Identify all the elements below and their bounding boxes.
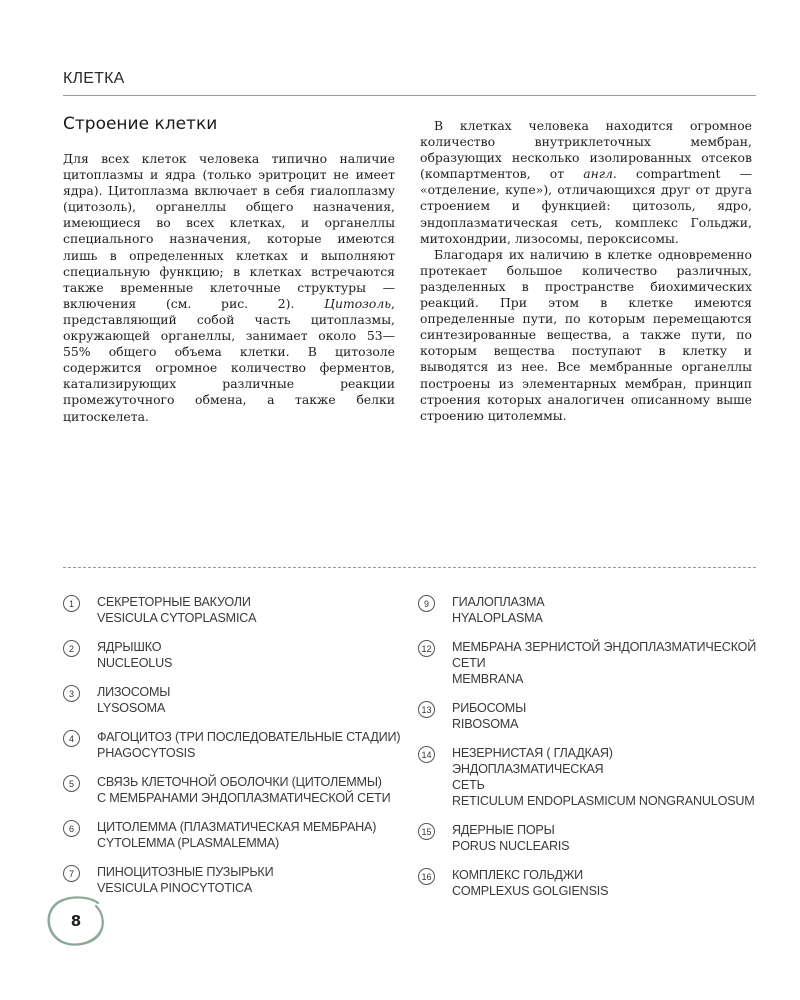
legend-number-circle: 12 (418, 640, 435, 657)
legend-text (452, 594, 544, 626)
legend-line: PHAGOCYTOSIS (97, 746, 196, 760)
right-paragraph-2: Благодаря их наличию в клетке одновременно протекает большое количество различных, разделенных в пространстве биохимических реакций. При этом в клетке имеются определенные пути, по которым перемещаются синтезированные вещества, а также пути, по которым вещества поступают в клетку и выводятся из нее. Все мембранные органеллы построены из элементарных мембран, принцип строения которых аналогичен описанному выше строению цитолеммы. (420, 246, 752, 423)
legend-text (452, 822, 569, 854)
legend-line: PORUS NUCLEARIS (452, 839, 570, 853)
abbr-angl: англ. (583, 166, 617, 182)
legend-line: НЕЗЕРНИСТАЯ ( ГЛАДКАЯ) ЭНДОПЛАЗМАТИЧЕСКАЯ (452, 746, 613, 776)
legend-number-circle: 5 (63, 775, 80, 792)
legend-number-circle: 1 (63, 595, 80, 612)
legend-number-circle: 6 (63, 820, 80, 837)
legend-line: ЦИТОЛЕММА (ПЛАЗМАТИЧЕСКАЯ МЕМБРАНА) (97, 820, 377, 834)
legend-text (97, 864, 273, 896)
legend-line: СЕКРЕТОРНЫЕ ВАКУОЛИ (97, 595, 251, 609)
legend-line: ЯДРЫШКО (97, 640, 162, 654)
legend-number-circle: 14 (418, 746, 435, 763)
legend-number-circle: 16 (418, 868, 435, 885)
legend-item (418, 867, 758, 899)
legend-item (63, 864, 403, 896)
term-cytosol: Цитозоль (324, 295, 392, 311)
legend-line: ГИАЛОПЛАЗМА (452, 595, 545, 609)
legend-item (63, 774, 403, 806)
legend-line: ЯДЕРНЫЕ ПОРЫ (452, 823, 555, 837)
legend-line: CYTOLEMMA (PLASMALEMMA) (97, 836, 280, 850)
legend-line: МЕМБРАНА ЗЕРНИСТОЙ ЭНДОПЛАЗМАТИЧЕСКОЙ СЕТИ (452, 640, 757, 670)
section-title: Строение клетки (63, 114, 218, 134)
right-paragraph-1-text-b: compartment — «отделение, купе»), отличающихся друг от друга строением и функцией: цитозоль, ядро, эндоплазматическая сеть, комплекс Гольджи, митохондрии, лизосомы, пероксисомы. (420, 166, 752, 246)
legend-item (63, 819, 403, 851)
legend-item (418, 745, 758, 809)
legend-text (452, 639, 758, 687)
right-paragraph-1-text-a: В клетках человека находится огромное количество внутриклеточных мембран, образующих несколько изолированных отсеков (компартментов, от (420, 118, 752, 182)
legend-text (97, 684, 170, 716)
legend-text (97, 639, 172, 671)
left-paragraph (63, 151, 395, 425)
legend-item (418, 700, 758, 732)
legend-item (63, 729, 403, 761)
legend-line: RIBOSOMA (452, 717, 519, 731)
right-text-column (420, 118, 752, 424)
page-number-badge (44, 893, 108, 949)
left-paragraph-rest: , представляющий собой часть цитоплазмы, окружающей органеллы, занимает около 53—55% общего объема клетки. В цитозоле содержится огромное количество ферментов, катализирующих различные реакции промежуточного обмена, а также белки цитоскелета. (63, 295, 395, 424)
legend-text (97, 819, 376, 851)
left-text-column (63, 151, 395, 425)
legend-text (97, 594, 256, 626)
legend-item (63, 684, 403, 716)
legend-number-circle: 2 (63, 640, 80, 657)
legend-line: LYSOSOMA (97, 701, 166, 715)
legend-item (63, 639, 403, 671)
legend-number-circle: 13 (418, 701, 435, 718)
legend-line: NUCLEOLUS (97, 656, 173, 670)
legend-line: MEMBRANA (452, 672, 524, 686)
running-header (63, 68, 756, 96)
legend-line: RETICULUM ENDOPLASMICUM NONGRANULOSUM (452, 794, 755, 808)
legend-line: СВЯЗЬ КЛЕТОЧНОЙ ОБОЛОЧКИ (ЦИТОЛЕММЫ) (97, 775, 382, 789)
legend-left-column (63, 594, 403, 909)
left-paragraph-text: Для всех клеток человека типично наличие цитоплазмы и ядра (только эритроцит не имеет ядра). Цитоплазма включает в себя гиалоплазму (цитозоль), органеллы общего назначения, имеющиеся во всех клетках, и органеллы специального назначения, которые имеются лишь в определенных клетках и выполняют специальную функцию; в клетках встречаются также временные клеточные структуры — включения (см. рис. 2). (63, 151, 395, 311)
chapter-title: КЛЕТКА (63, 70, 125, 87)
legend-line: КОМПЛЕКС ГОЛЬДЖИ (452, 868, 584, 882)
legend-item (63, 594, 403, 626)
legend-line: РИБОСОМЫ (452, 701, 527, 715)
legend-item (418, 822, 758, 854)
dashed-divider (63, 567, 756, 568)
legend-line: ЛИЗОСОМЫ (97, 685, 171, 699)
legend-number-circle: 9 (418, 595, 435, 612)
page-number: 8 (70, 912, 82, 930)
legend-right-column (418, 594, 758, 912)
legend-line: COMPLEXUS GOLGIENSIS (452, 884, 609, 898)
legend-line: ПИНОЦИТОЗНЫЕ ПУЗЫРЬКИ (97, 865, 274, 879)
legend-item (418, 639, 758, 687)
legend-text (97, 774, 391, 806)
legend-number-circle: 15 (418, 823, 435, 840)
legend-number-circle: 3 (63, 685, 80, 702)
legend-line: HYALOPLASMA (452, 611, 543, 625)
right-paragraph-1 (420, 118, 752, 247)
legend-text (452, 700, 526, 732)
legend-text (452, 867, 608, 899)
legend-item (418, 594, 758, 626)
legend-line: VESICULA PINOCYTOTICA (97, 881, 253, 895)
legend-line: ФАГОЦИТОЗ (ТРИ ПОСЛЕДОВАТЕЛЬНЫЕ СТАДИИ) (97, 730, 401, 744)
legend-number-circle: 4 (63, 730, 80, 747)
legend-line: С МЕМБРАНАМИ ЭНДОПЛАЗМАТИЧЕСКОЙ СЕТИ (97, 791, 391, 805)
legend-number-circle: 7 (63, 865, 80, 882)
legend-line: СЕТЬ (452, 778, 485, 792)
legend-text (452, 745, 758, 809)
legend-line: VESICULA CYTOPLASMICA (97, 611, 257, 625)
legend-text (97, 729, 400, 761)
